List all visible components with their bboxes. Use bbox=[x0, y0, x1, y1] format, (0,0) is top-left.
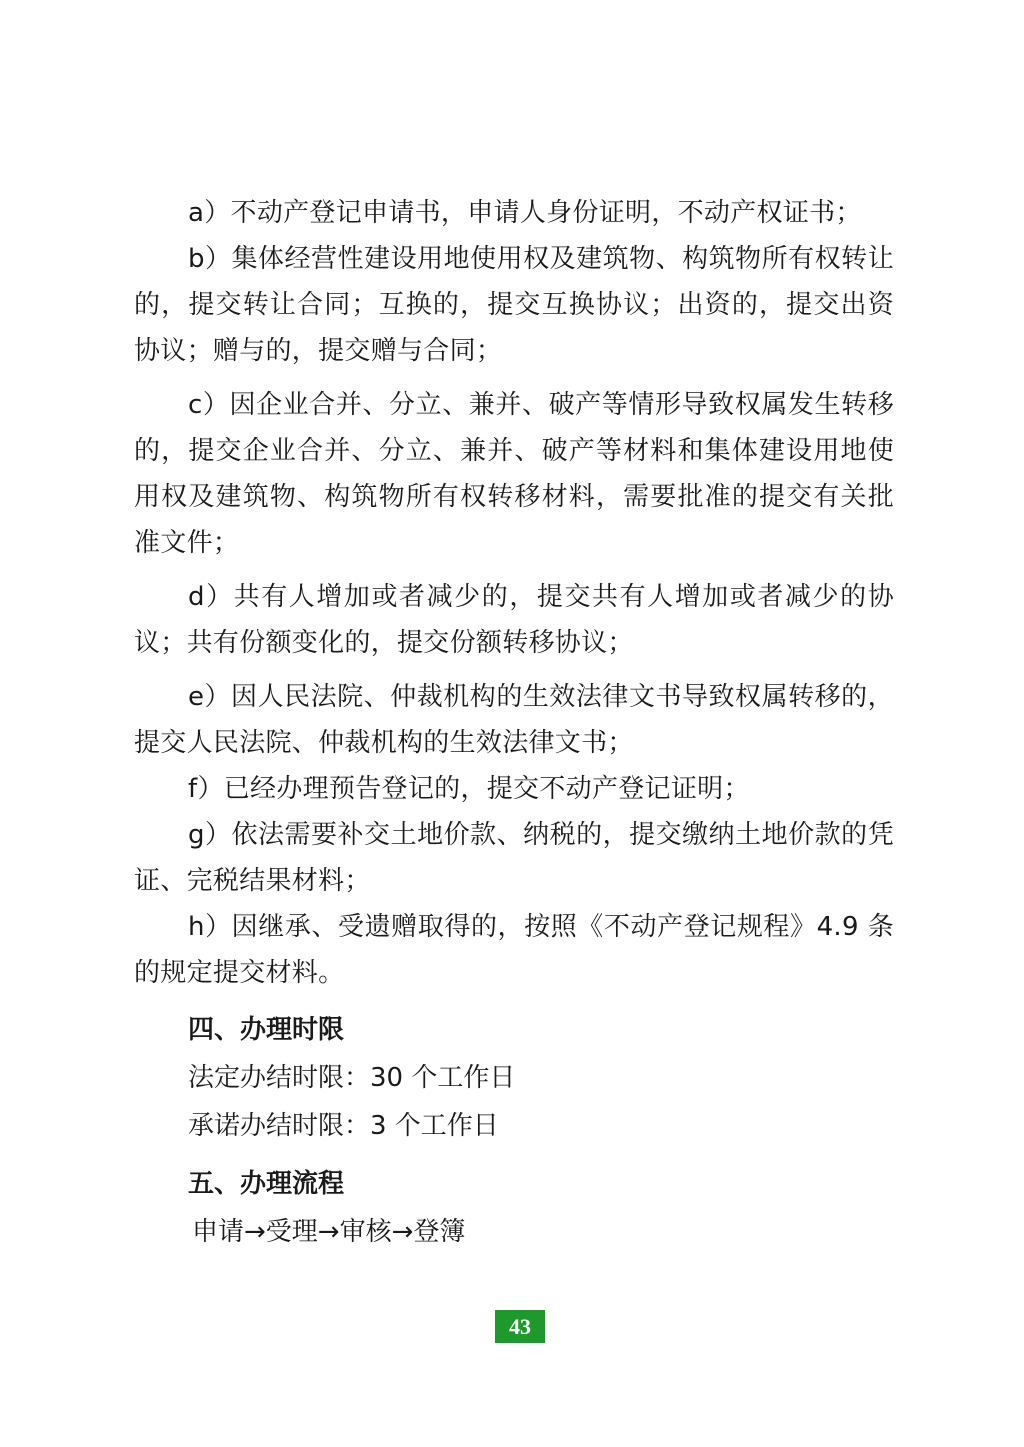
material-item-c: c）因企业合并、分立、兼并、破产等情形导致权属发生转移的，提交企业合并、分立、兼并、破产等材料和集体建设用地使用权及建筑物、构筑物所有权转移材料，需要批准的提交有关批准文件； bbox=[134, 390, 894, 558]
page-number-badge: 43 bbox=[495, 1310, 545, 1343]
material-item-e: e）因人民法院、仲裁机构的生效法律文书导致权属转移的，提交人民法院、仲裁机构的生效法律文书； bbox=[134, 682, 894, 758]
material-item-h: h）因继承、受遗赠取得的，按照《不动产登记规程》4.9 条的规定提交材料。 bbox=[134, 912, 894, 988]
promised-time-limit: 承诺办结时限：3 个工作日 bbox=[188, 1111, 499, 1141]
material-item-g: g）依法需要补交土地价款、纳税的，提交缴纳土地价款的凭证、完税结果材料； bbox=[134, 820, 894, 896]
material-item-f: f）已经办理预告登记的，提交不动产登记证明； bbox=[188, 774, 750, 804]
material-item-b: b）集体经营性建设用地使用权及建筑物、构筑物所有权转让的，提交转让合同；互换的，提交互换协议；出资的，提交出资协议；赠与的，提交赠与合同； bbox=[134, 244, 894, 366]
process-flow: 申请→受理→审核→登簿 bbox=[192, 1217, 466, 1247]
document-body bbox=[134, 190, 894, 1256]
legal-time-limit: 法定办结时限：30 个工作日 bbox=[188, 1063, 516, 1093]
material-item-d: d）共有人增加或者减少的，提交共有人增加或者减少的协议；共有份额变化的，提交份额转移协议； bbox=[134, 582, 894, 658]
section-heading-time-limit: 四、办理时限 bbox=[188, 1015, 345, 1045]
material-item-a: a）不动产登记申请书，申请人身份证明，不动产权证书； bbox=[188, 198, 862, 228]
section-heading-process: 五、办理流程 bbox=[188, 1169, 345, 1199]
